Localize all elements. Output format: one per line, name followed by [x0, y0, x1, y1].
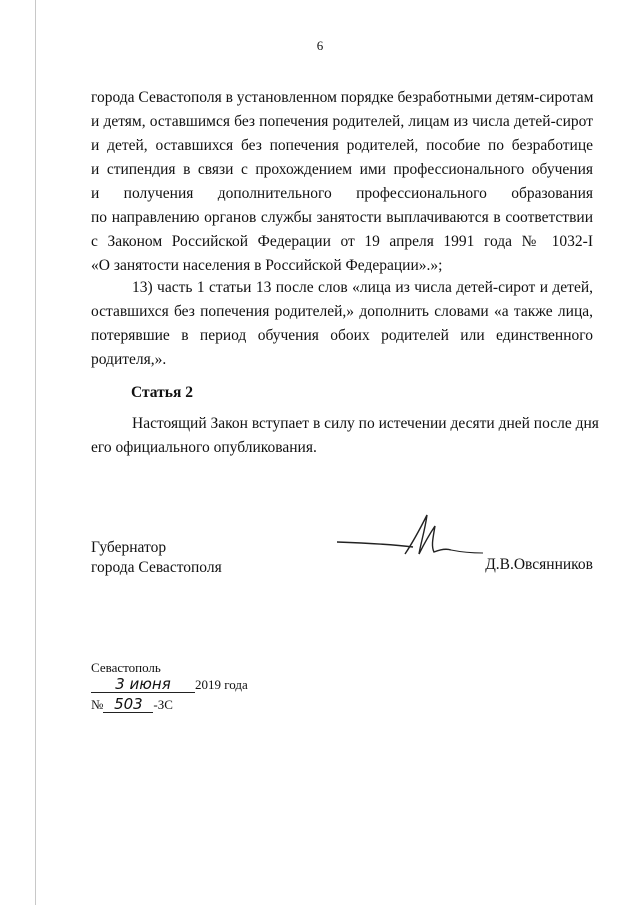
text-line: и детей, оставшихся без попечения родителей, пособие по безработице	[91, 137, 593, 154]
item-13-paragraph	[91, 276, 593, 372]
paragraph-continuation	[91, 86, 593, 278]
text-line: Настоящий Закон вступает в силу по истечении десяти дней после дня	[132, 415, 599, 432]
law-number	[91, 696, 173, 716]
text-line: города Севастополя в установленном порядке безработными детям-сиротам	[91, 89, 594, 106]
date-year: 2019 года	[195, 677, 248, 692]
scan-edge-line	[35, 0, 36, 905]
issuance-date	[91, 676, 248, 696]
page-number: 6	[316, 38, 324, 53]
text-line: по направлению органов службы занятости выплачиваются в соответствии	[91, 209, 593, 226]
text-line: с Законом Российской Федерации от 19 апреля 1991 года № 1032-I	[91, 233, 593, 250]
governor-title-line: города Севастополя	[91, 559, 222, 576]
number-suffix: -ЗС	[153, 697, 173, 712]
governor-title	[91, 538, 222, 578]
text-line: его официального опубликования.	[91, 439, 317, 456]
handwritten-signature	[335, 512, 485, 562]
text-line: и детям, оставшимся без попечения родителей, лицам из числа детей-сирот	[91, 113, 593, 130]
article-2-body	[91, 412, 599, 460]
handwritten-number: 503	[103, 696, 153, 713]
text-line: и стипендия в связи с прохождением ими профессионального обучения	[91, 161, 593, 178]
issuance-place: Севастополь	[91, 660, 161, 675]
governor-title-line: Губернатор	[91, 539, 167, 556]
signer-name: Д.В.Овсянников	[485, 556, 593, 573]
text-line: «О занятости населения в Российской Федерации».»;	[91, 257, 443, 274]
text-line: потерявшие в период обучения обоих родителей или единственного	[91, 327, 593, 344]
text-line: 13) часть 1 статьи 13 после слов «лица из числа детей-сирот и детей,	[132, 279, 593, 296]
number-prefix: №	[91, 697, 104, 712]
text-line: оставшихся без попечения родителей,» дополнить словами «а также лица,	[91, 303, 593, 320]
text-line: и получения дополнительного профессионального образования	[91, 185, 593, 202]
article-2-heading: Статья 2	[131, 384, 193, 401]
handwritten-date: 3 июня	[91, 676, 195, 693]
text-line: родителя,».	[91, 351, 167, 368]
